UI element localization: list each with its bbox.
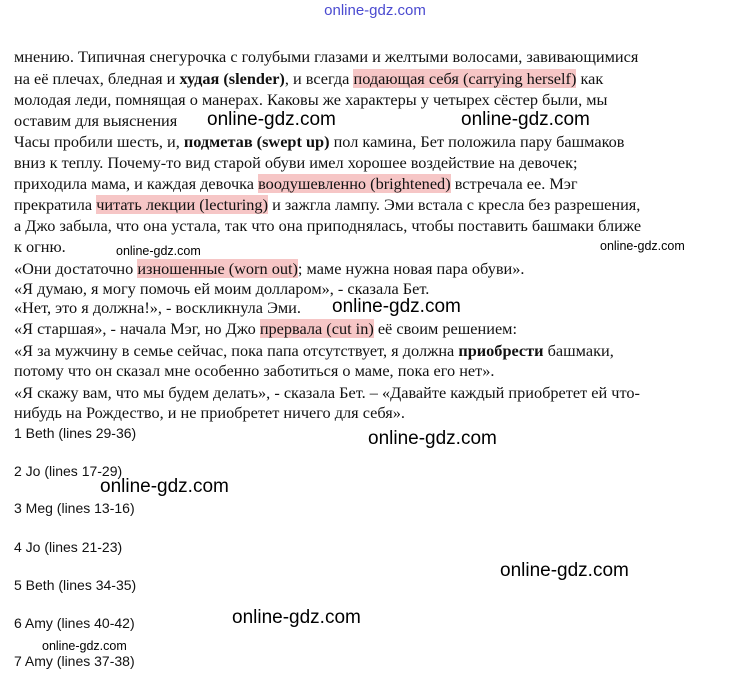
watermark: online-gdz.com [500,560,629,581]
watermark: online-gdz.com [461,109,590,130]
site-header-watermark: online-gdz.com [324,2,426,19]
bold-phrase: приобрести [458,341,544,360]
text-line [14,341,614,361]
answer-item: 4 Jo (lines 21-23) [14,539,123,555]
text-line [14,361,495,381]
bold-phrase: худая (slender) [179,69,285,88]
answer-item: 5 Beth (lines 34-35) [14,577,137,593]
text-line [14,174,578,194]
watermark: online-gdz.com [42,639,127,653]
text-fragment: нибудь на Рождество, и не приобретет ничего для себя». [14,403,405,422]
text-line [14,298,301,318]
highlighted-phrase: читать лекции (lecturing) [96,195,268,214]
text-fragment: оставим для выяснения [14,111,178,130]
text-line [14,319,517,339]
text-line [14,195,640,215]
highlighted-phrase: прервала (cut in) [259,319,374,338]
answer-item: 6 Amy (lines 40-42) [14,615,135,631]
text-fragment: приходила мама, и каждая девочка [14,174,259,193]
text-fragment: «Они достаточно [14,259,138,278]
text-fragment: , и всегда [284,69,354,88]
highlighted-phrase: подающая себя (carrying herself) [353,69,577,88]
text-fragment: прекратила [14,195,97,214]
watermark: online-gdz.com [600,239,685,253]
text-line [14,132,625,152]
text-fragment: вниз к теплу. Почему-то вид старой обуви имел хорошее воздействие на девочек; [14,153,578,172]
text-line [14,237,66,257]
text-fragment: и зажгла лампу. Эми встала с кресла без разрешения, [268,195,641,214]
text-line [14,403,405,423]
text-fragment: молодая леди, помнящая о манерах. Каковы же характеры у четырех сёстер были, мы [14,90,608,109]
text-fragment: как [576,69,604,88]
text-fragment: к огню. [14,237,66,256]
text-fragment: башмаки, [543,341,614,360]
highlighted-phrase: изношенные (worn out) [137,259,298,278]
highlighted-phrase: воодушевленно (brightened) [258,174,451,193]
text-fragment: Часы пробили шесть, и, [14,132,184,151]
watermark: online-gdz.com [207,109,336,130]
text-line [14,69,603,89]
watermark: online-gdz.com [368,428,497,449]
text-fragment: а Джо забыла, что она устала, так что она приподнялась, чтобы поставить башмаки ближе [14,216,642,235]
text-line [14,47,638,67]
watermark: online-gdz.com [232,607,361,628]
text-line [14,111,177,131]
text-fragment: пол камина, Бет положила пару башмаков [329,132,625,151]
text-line [14,153,578,173]
text-line [14,90,608,110]
answer-item: 1 Beth (lines 29-36) [14,425,137,441]
watermark: online-gdz.com [100,476,229,497]
text-line [14,216,641,236]
text-fragment: потому что он сказал мне особенно заботиться о маме, пока его нет». [14,361,495,380]
answer-item: 2 Jo (lines 17-29) [14,463,123,479]
answer-item: 7 Amy (lines 37-38) [14,653,135,669]
text-fragment: «Я скажу вам, что мы будем делать», - сказала Бет. – «Давайте каждый приобретет ей что- [14,383,640,402]
text-fragment: «Я за мужчину в семье сейчас, пока папа отсутствует, я должна [14,341,459,360]
watermark: online-gdz.com [332,296,461,317]
text-line [14,383,640,403]
text-fragment: «Я думаю, я могу помочь ей моим долларом», - сказала Бет. [14,279,430,298]
bold-phrase: подметав (swept up) [183,132,330,151]
text-fragment: на её плечах, бледная и [14,69,180,88]
text-fragment: ; маме нужна новая пара обуви». [297,259,525,278]
text-line [14,259,524,279]
text-fragment: «Нет, это я должна!», - воскликнула Эми. [14,298,301,317]
text-fragment: её своим решением: [373,319,517,338]
text-fragment: встречала ее. Мэг [450,174,578,193]
text-fragment: мнению. Типичная снегурочка с голубыми глазами и желтыми волосами, завивающимися [14,47,639,66]
answer-item: 3 Meg (lines 13-16) [14,500,135,516]
text-fragment: «Я старшая», - начала Мэг, но Джо [14,319,260,338]
watermark: online-gdz.com [116,244,201,258]
